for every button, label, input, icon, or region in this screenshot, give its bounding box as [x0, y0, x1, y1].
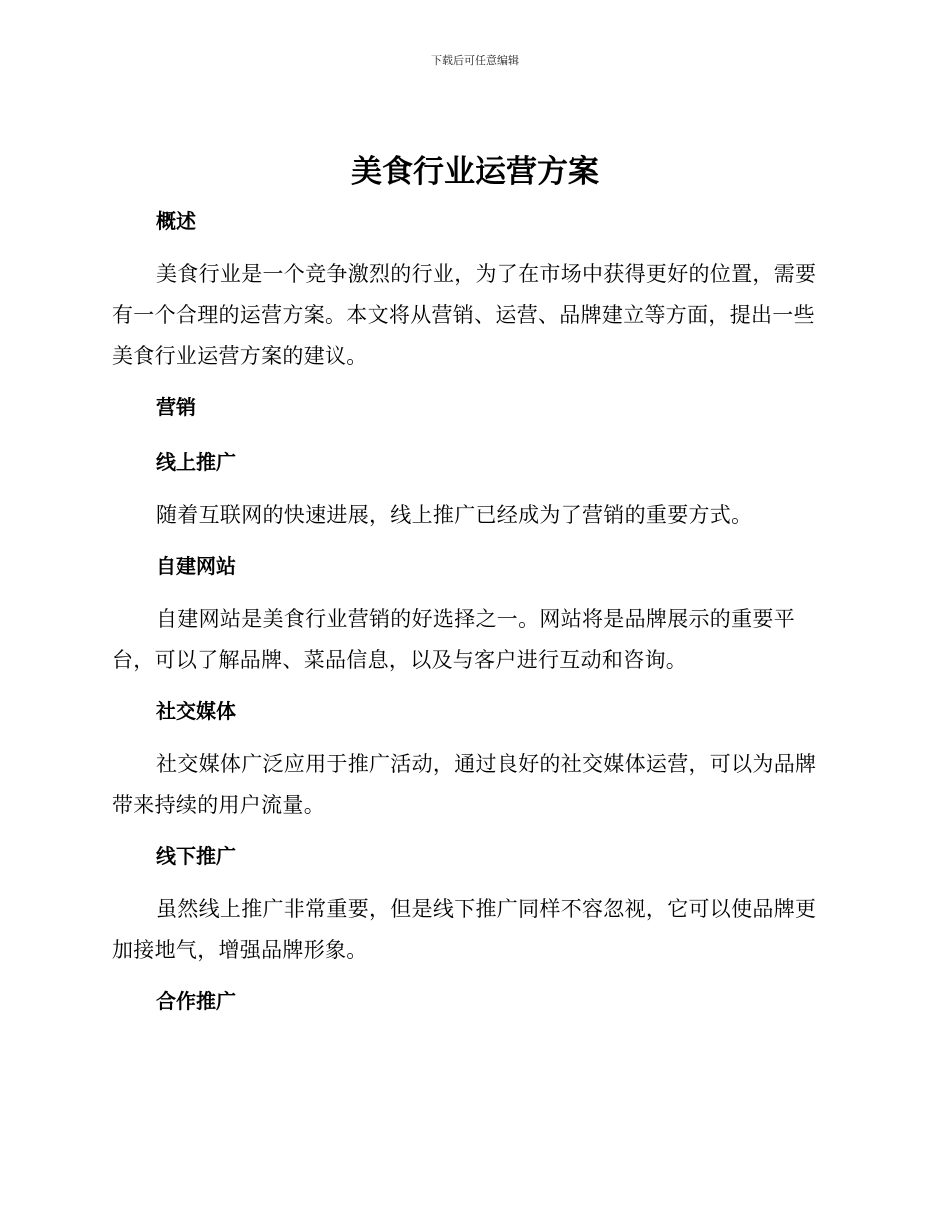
subheading-own-website: 自建网站 [156, 554, 236, 578]
subheading-offline-promotion: 线下推广 [156, 844, 236, 868]
document-title: 美食行业运营方案 [351, 154, 599, 190]
document-body [112, 199, 832, 1023]
paragraph-offline-promotion: 虽然线上推广非常重要，但是线下推广同样不容忽视，它可以使品牌更加接地气，增强品牌形象。 [112, 897, 817, 962]
section-heading-marketing: 营销 [156, 395, 196, 419]
page-header-note: 下载后可任意编辑 [431, 54, 519, 67]
paragraph-online-promotion: 随着互联网的快速进展，线上推广已经成为了营销的重要方式。 [156, 503, 753, 527]
subheading-cooperative-promotion: 合作推广 [156, 989, 236, 1013]
paragraph-social-media: 社交媒体广泛应用于推广活动，通过良好的社交媒体运营，可以为品牌带来持续的用户流量。 [112, 752, 817, 817]
section-heading-overview: 概述 [156, 209, 196, 233]
subheading-online-promotion: 线上推广 [156, 450, 236, 474]
paragraph-own-website: 自建网站是美食行业营销的好选择之一。网站将是品牌展示的重要平台，可以了解品牌、菜品信息，以及与客户进行互动和咨询。 [112, 607, 795, 672]
paragraph-overview: 美食行业是一个竞争激烈的行业，为了在市场中获得更好的位置，需要有一个合理的运营方案。本文将从营销、运营、品牌建立等方面，提出一些美食行业运营方案的建议。 [112, 262, 817, 368]
subheading-social-media: 社交媒体 [156, 699, 236, 723]
